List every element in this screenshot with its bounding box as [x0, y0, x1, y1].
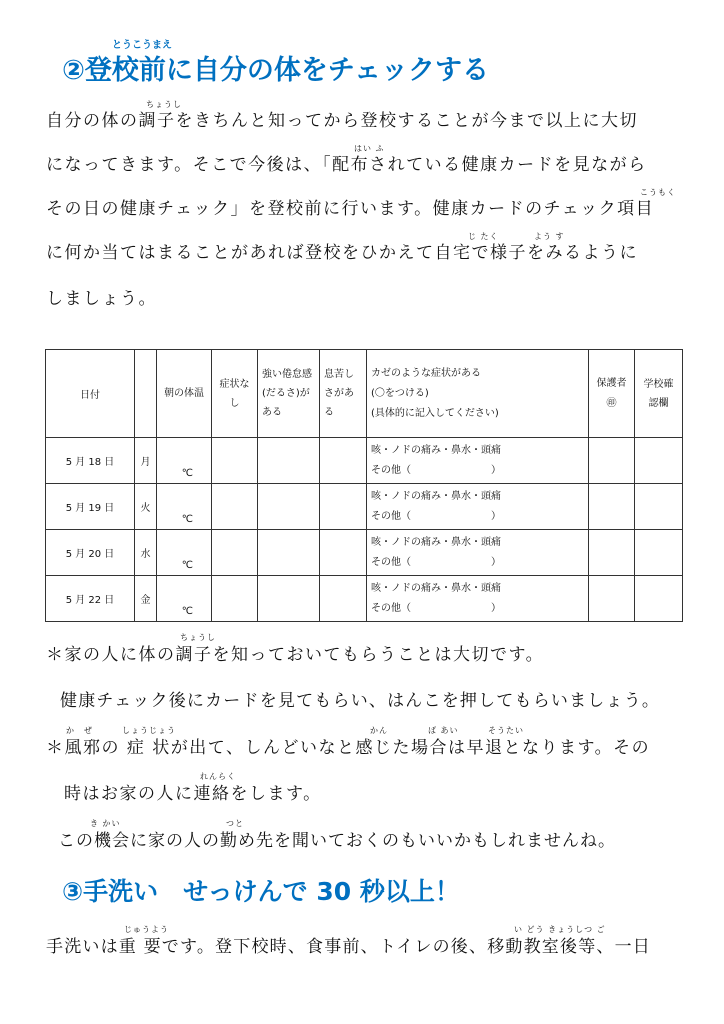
- note-line: 健康チェック後にカードを見てもらい、はんこを押してもらいましょう。: [60, 691, 661, 711]
- fatigue-cell: [258, 484, 320, 530]
- header-temperature: 朝の体温: [157, 350, 212, 438]
- breath-cell: [320, 484, 367, 530]
- ruby: ちょうし: [180, 633, 216, 642]
- ruby: つと: [226, 819, 244, 828]
- ruby: こうもく: [640, 188, 676, 197]
- ruby: じゅうよう: [124, 925, 169, 934]
- note-line: 時はお家の人に連絡をします。: [64, 784, 322, 804]
- header-school-check: 学校確認欄: [635, 350, 683, 438]
- temperature-cell: ℃: [157, 438, 212, 484]
- other-symptom: その他（ ）: [371, 510, 501, 522]
- note-line: ＊家の人に体の調子を知っておいてもらうことは大切です。: [46, 645, 545, 665]
- other-symptom: その他（ ）: [371, 602, 501, 614]
- header-cold-line: カゼのような症状がある: [371, 367, 481, 379]
- date-cell: 5 月 20 日: [46, 530, 135, 576]
- cold-symptoms-cell: [367, 484, 589, 530]
- fatigue-cell: [258, 576, 320, 622]
- no-symptom-cell: [212, 438, 258, 484]
- header-guardian: [589, 350, 635, 438]
- guardian-cell: [589, 576, 635, 622]
- date-cell: 5 月 22 日: [46, 576, 135, 622]
- temperature-cell: ℃: [157, 530, 212, 576]
- date-cell: 5 月 19 日: [46, 484, 135, 530]
- day-cell: 水: [135, 530, 157, 576]
- breath-cell: [320, 530, 367, 576]
- breath-cell: [320, 576, 367, 622]
- other-symptom: その他（ ）: [371, 464, 501, 476]
- cold-symptoms-cell: [367, 576, 589, 622]
- note-line: この機会に家の人の勤め先を聞いておくのもいいかもしれませんね。: [58, 831, 616, 851]
- ruby: か ぜ: [66, 726, 93, 735]
- ruby: ば あい: [428, 726, 459, 735]
- ruby: き かい: [90, 819, 121, 828]
- school-check-cell: [635, 530, 683, 576]
- paragraph-line: しましょう。: [46, 289, 157, 309]
- paragraph-line: 自分の体の調子をきちんと知ってから登校することが今まで以上に大切: [46, 111, 638, 131]
- ruby: よう す: [534, 232, 565, 241]
- school-check-cell: [635, 576, 683, 622]
- day-cell: 金: [135, 576, 157, 622]
- ruby: はい ふ: [354, 144, 385, 153]
- symptom-options: 咳・ノドの痛み・鼻水・頭痛: [371, 490, 501, 502]
- ruby: ちょうし: [146, 100, 182, 109]
- symptom-options: 咳・ノドの痛み・鼻水・頭痛: [371, 582, 501, 594]
- fatigue-cell: [258, 530, 320, 576]
- cold-symptoms-cell: [367, 438, 589, 484]
- table-row: [46, 484, 683, 530]
- guardian-seal-mark: ㊞: [606, 397, 617, 409]
- other-symptom: その他（ ）: [371, 556, 501, 568]
- ruby: そうたい: [488, 726, 524, 735]
- guardian-cell: [589, 484, 635, 530]
- date-cell: 5 月 18 日: [46, 438, 135, 484]
- header-cold-line: (具体的に記入してください): [371, 407, 499, 419]
- school-check-cell: [635, 438, 683, 484]
- cold-symptoms-cell: [367, 530, 589, 576]
- header-date: 日付: [46, 350, 135, 438]
- paragraph-line: 手洗いは重 要です。登下校時、食事前、トイレの後、移動教室後等、一日: [46, 937, 651, 957]
- table-row: [46, 576, 683, 622]
- day-cell: 月: [135, 438, 157, 484]
- ruby: れんらく: [200, 772, 236, 781]
- header-guardian-label: 保護者: [596, 377, 627, 389]
- heading-ruby: とうこうまえ: [112, 40, 172, 51]
- header-cold-symptoms: [367, 350, 589, 438]
- paragraph-line: になってきます。そこで今後は、「配布されている健康カードを見ながら: [46, 155, 647, 175]
- ruby: い どう きょうしつ ご: [514, 925, 606, 934]
- table-row: [46, 438, 683, 484]
- header-breath: 息苦しさがある: [320, 350, 367, 438]
- header-no-symptom: 症状なし: [212, 350, 258, 438]
- temperature-cell: ℃: [157, 576, 212, 622]
- note-line: ＊風邪の 症 状が出て、しんどいなと感じた場合は早退となります。その: [46, 738, 651, 758]
- header-cold-line: (〇をつける): [371, 387, 429, 399]
- health-check-table: [45, 349, 683, 622]
- symptom-options: 咳・ノドの痛み・鼻水・頭痛: [371, 536, 501, 548]
- ruby: かん: [370, 726, 388, 735]
- table-row: [46, 530, 683, 576]
- school-check-cell: [635, 484, 683, 530]
- no-symptom-cell: [212, 484, 258, 530]
- paragraph-line: その日の健康チェック」を登校前に行います。健康カードのチェック項目: [46, 199, 655, 219]
- table-header-row: [46, 350, 683, 438]
- day-cell: 火: [135, 484, 157, 530]
- paragraph-line: に何か当てはまることがあれば登校をひかえて自宅で様子をみるように: [46, 243, 638, 263]
- breath-cell: [320, 438, 367, 484]
- no-symptom-cell: [212, 530, 258, 576]
- guardian-cell: [589, 530, 635, 576]
- symptom-options: 咳・ノドの痛み・鼻水・頭痛: [371, 444, 501, 456]
- section-heading-2: ②登校前に自分の体をチェックする: [62, 55, 490, 86]
- header-fatigue: 強い倦怠感(だるさ)がある: [258, 350, 320, 438]
- header-day: [135, 350, 157, 438]
- temperature-cell: ℃: [157, 484, 212, 530]
- section-heading-3: ③手洗い せっけんで 30 秒以上！: [62, 877, 460, 906]
- ruby: じ たく: [468, 232, 499, 241]
- guardian-cell: [589, 438, 635, 484]
- ruby: しょうじょう: [122, 726, 176, 735]
- fatigue-cell: [258, 438, 320, 484]
- no-symptom-cell: [212, 576, 258, 622]
